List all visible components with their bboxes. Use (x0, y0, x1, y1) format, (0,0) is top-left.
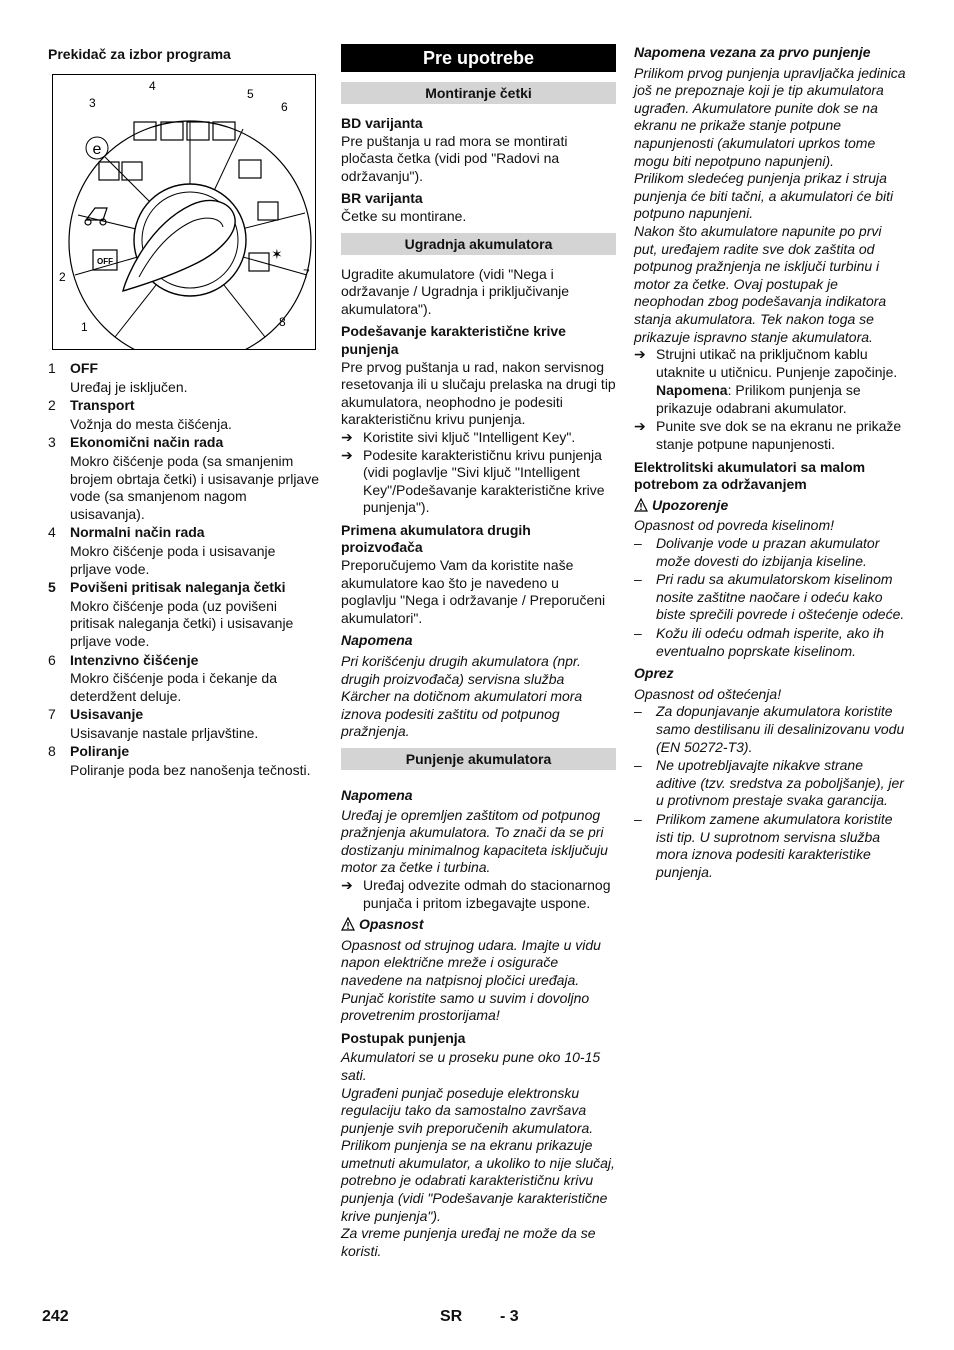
callout-3: 3 (89, 96, 96, 110)
item-number: 1 (48, 360, 56, 376)
item-description: Vožnja do mesta čišćenja. (70, 415, 232, 432)
item-title: Normalni način rada (70, 524, 205, 541)
br-variant-text: Četke su montirane. (341, 207, 467, 224)
charging-procedure-text: Akumulatori se u proseku pune oko 10-15 sati. Ugrađeni punjač poseduje elektronsku regulaciju tako da samostalno završava punjenje svih preporučenih akumulatora. Prilikom punjenja se na ekranu prikazuje umetnuti akumulator, a ukoliko to nije slučaj, potrebno je odabrati karakterističnu krivu punjenja (vidi "Podešavanje karakteristične krive punjenja"). Za vreme punjenja uređaj ne može da se koristi. (341, 1049, 615, 1259)
warning-item-text: Dolivanje vode u prazan akumulator može dovesti do izbijanja kiseline. (656, 535, 880, 569)
callout-8: 8 (279, 315, 286, 329)
caution-title: Oprez (634, 665, 674, 682)
warning-item-text: Pri radu sa akumulatorskom kiselinom nosite zaštitne naočare i odeću kako biste sprečili povrede i oštećenje odeće. (656, 571, 905, 623)
step-text: Koristite sivi ključ "Intelligent Key". (363, 428, 576, 445)
caution-item-text: Za dopunjavanje akumulatora koristite samo destilisanu ili desalinizovanu vodu (EN 50272-T3). (656, 703, 905, 755)
suction-icon (258, 202, 278, 220)
polishing-icon (249, 253, 269, 271)
dash-bullet: – (634, 703, 642, 720)
program-switch-heading: Prekidač za izbor programa (48, 46, 231, 62)
callout-2: 2 (59, 270, 66, 284)
charge-curve-text: Pre prvog puštanja u rad, nakon servisnog resetovanja ili u slučaju prelaska na drugi tip akumulatora, neophodno je podesiti karakterističnu krivu punjenja. (341, 358, 616, 428)
bd-variant-title: BD varijanta (341, 115, 423, 131)
step-note-text: : Prilikom punjenja se prikazuje odabrani akumulator. (656, 382, 861, 416)
danger-text: Opasnost od strujnog udara. Imajte u vidu napon električne mreže i osigurače navedene na natpisnoj pločici uređaja. Punjač koristite samo u suvim i dovoljno provetrenim prostorijama! (341, 936, 601, 1024)
item-description: Uređaj je isključen. (70, 378, 188, 395)
arrow-icon: ➔ (341, 876, 353, 893)
item-description: Mokro čišćenje poda i usisavanje prljave vode. (70, 542, 276, 577)
item-title: Povišeni pritisak naleganja četki (70, 579, 286, 596)
note-title: Napomena (341, 787, 413, 803)
item-description: Mokro čišćenje poda (sa smanjenim brojem obrtaja četki) i usisavanje prljave vode (sa smanjenom nagom usisavanja). (70, 452, 319, 522)
bd-variant-text: Pre puštanja u rad mora se montirati pločasta četka (vidi pod "Radovi na održavanju"). (341, 132, 568, 184)
item-description: Poliranje poda bez nanošenja tečnosti. (70, 762, 311, 779)
callout-1: 1 (81, 320, 88, 334)
list-item (634, 757, 906, 810)
item-number: 6 (48, 651, 56, 668)
column-2 (341, 44, 616, 1260)
sub-page-text: - 3 (500, 1308, 519, 1325)
sub-page-number (500, 1308, 519, 1326)
step-item (634, 346, 906, 417)
arrow-icon: ➔ (341, 446, 353, 463)
program-selector-figure (52, 74, 316, 350)
list-item (48, 579, 320, 650)
item-title: Transport (70, 397, 135, 414)
subsection-heading-brushes: Montiranje četki (341, 82, 616, 104)
list-item (48, 706, 320, 742)
e-mark: e (92, 141, 102, 158)
step-item (341, 877, 616, 912)
item-number: 8 (48, 743, 56, 760)
dash-bullet: – (634, 625, 642, 641)
danger-title: Opasnost (359, 916, 424, 933)
callout-7: 7 (303, 267, 310, 281)
step-item (634, 418, 906, 453)
list-item (634, 571, 906, 624)
eco-mode-icon (99, 162, 119, 180)
item-description: Mokro čišćenje poda (uz povišeni pritisak naleganja četki) i usisavanje prljave vode. (70, 597, 294, 649)
note-text: Pri korišćenju drugih akumulatora (npr. drugih proizvođača) servisna služba Kärcher na dotičnom akumulatori mora iznova podesiti zaštitu od potpunog pražnjenja. (341, 653, 583, 740)
list-item (48, 360, 320, 396)
star-icon: ✶ (271, 247, 283, 263)
dash-bullet: – (634, 571, 642, 588)
list-item (634, 811, 906, 881)
first-charge-note-title: Napomena vezana za prvo punjenje (634, 44, 871, 60)
warning-item-text: Kožu ili odeću odmah isperite, ako ih eventualno poprskate kiselinom. (656, 625, 885, 659)
step-note-label: Napomena (656, 382, 728, 399)
caution-text: Opasnost od oštećenja! (634, 685, 782, 702)
dash-bullet: – (634, 535, 642, 552)
warning-triangle-icon (341, 917, 355, 931)
list-item (634, 703, 906, 756)
caution-item-text: Ne upotrebljavajte nikakve strane aditive (tzv. sredstva za poboljšanje), jer u protivnom prestaje svaka garancija. (656, 757, 904, 809)
note-title: Napomena (341, 632, 413, 649)
normal-mode-icon (134, 122, 156, 140)
first-charge-note-text: Prilikom prvog punjenja upravljačka jedinica još ne prepoznaje koji je tip akumulatora ugrađen. Akumulatore punite dok se na ekranu ne prikaže stanje potpune napunjenosti (akumulatori uprkos tome mogu biti nepotpuno napunjeni). Prilikom sledećeg punjenja prikaz i struja punjenja će biti tačni, a akumulatori će biti potpuno napunjeni. Nakon što akumulatore napunite po prvi put, uređajem radite sve dok zaštita od potpunog pražnjenja ne isključi turbinu i motor za četke. Ovaj postupak je neophodan zbog podešavanja indikatora stanja akumulatora. Tek nakon toga se prikazuje ispravno stanje akumulatora. (634, 64, 906, 345)
arrow-icon: ➔ (341, 428, 353, 445)
item-number: 7 (48, 706, 56, 723)
list-item (48, 743, 320, 779)
language-code: SR (440, 1308, 463, 1325)
list-item (634, 625, 906, 660)
list-item (48, 652, 320, 706)
callout-5: 5 (247, 87, 254, 101)
column-3 (634, 44, 906, 881)
charge-curve-title: Podešavanje karakteristične krive punjenja (341, 323, 566, 357)
list-item (48, 397, 320, 433)
dash-bullet: – (634, 810, 642, 827)
arrow-icon: ➔ (634, 418, 646, 435)
callout-4: 4 (149, 79, 156, 93)
normal-mode-suction-icon (161, 122, 183, 140)
charging-procedure-title: Postupak punjenja (341, 1029, 466, 1046)
pressure-mode-suction-icon (213, 122, 235, 140)
item-number: 4 (48, 524, 56, 541)
caution-item-text: Prilikom zamene akumulatora koristite isti tip. U suprotnom servisna služba mora iznova podesiti karakteristike punjenja. (656, 810, 893, 880)
item-title: Intenzivno čišćenje (70, 651, 199, 668)
other-battery-title: Primena akumulatora drugih proizvođača (341, 521, 531, 556)
subsection-heading-battery-install: Ugradnja akumulatora (341, 233, 616, 255)
battery-install-text: Ugradite akumulatore (vidi "Nega i održavanje / Ugradnja i priključivanje akumulatora"). (341, 265, 570, 317)
dash-bullet: – (634, 757, 642, 774)
step-item (341, 429, 616, 447)
warning-triangle-icon (634, 498, 648, 512)
step-item (341, 447, 616, 517)
arrow-icon: ➔ (634, 346, 646, 363)
step-text: Uređaj odvezite odmah do stacionarnog punjača i pritom izbegavajte uspone. (363, 876, 611, 911)
page-number: 242 (42, 1308, 69, 1325)
warning-title-row (634, 497, 906, 515)
item-description: Usisavanje nastale prljavštine. (70, 724, 259, 741)
danger-title-row (341, 916, 616, 934)
item-number: 3 (48, 434, 56, 451)
program-selector-dial (53, 75, 315, 349)
item-number: 5 (48, 579, 56, 596)
other-battery-text: Preporučujemo Vam da koristite naše akumulatore kao što je navedeno u poglavlju "Nega i održavanje / Preporučeni akumulatori". (341, 557, 606, 626)
column-1 (48, 44, 320, 64)
item-description: Mokro čišćenje poda i čekanje da deterdžent deluje. (70, 670, 278, 704)
step-text: Podesite karakterističnu krivu punjenja (vidi poglavlje "Sivi ključ "Intelligent Key"/Podešavanje karakteristične krive punjenja"). (363, 446, 605, 516)
electrolyte-battery-title: Elektrolitski akumulatori sa malom potrebom za održavanjem (634, 458, 866, 493)
item-title: Poliranje (70, 743, 130, 760)
note-text: Uređaj je opremljen zaštitom od potpunog pražnjenja akumulatora. To znači da se pri dostizanju minimalnog kapaciteta isključuju motor za četke i turbina. (341, 806, 608, 876)
step-text: Strujni utikač na priključnom kablu utaknite u utičnicu. Punjenje započinje. (656, 346, 898, 380)
warning-title: Upozorenje (652, 496, 729, 513)
section-heading-before-use: Pre upotrebe (341, 44, 616, 72)
list-item (48, 434, 320, 523)
subsection-heading-battery-charging: Punjenje akumulatora (341, 748, 616, 770)
intensive-cleaning-icon (239, 160, 261, 178)
item-title: Usisavanje (70, 706, 144, 723)
item-title: Ekonomični način rada (70, 434, 224, 451)
warning-text: Opasnost od povreda kiselinom! (634, 517, 834, 534)
program-list (48, 360, 320, 780)
step-text: Punite sve dok se na ekranu ne prikaže stanje potpune napunjenosti. (656, 418, 902, 453)
item-number: 2 (48, 397, 56, 414)
item-title: OFF (70, 360, 98, 376)
list-item (48, 524, 320, 578)
list-item (634, 535, 906, 570)
off-label: OFF (97, 257, 113, 266)
br-variant-title: BR varijanta (341, 190, 423, 207)
callout-6: 6 (281, 100, 288, 114)
